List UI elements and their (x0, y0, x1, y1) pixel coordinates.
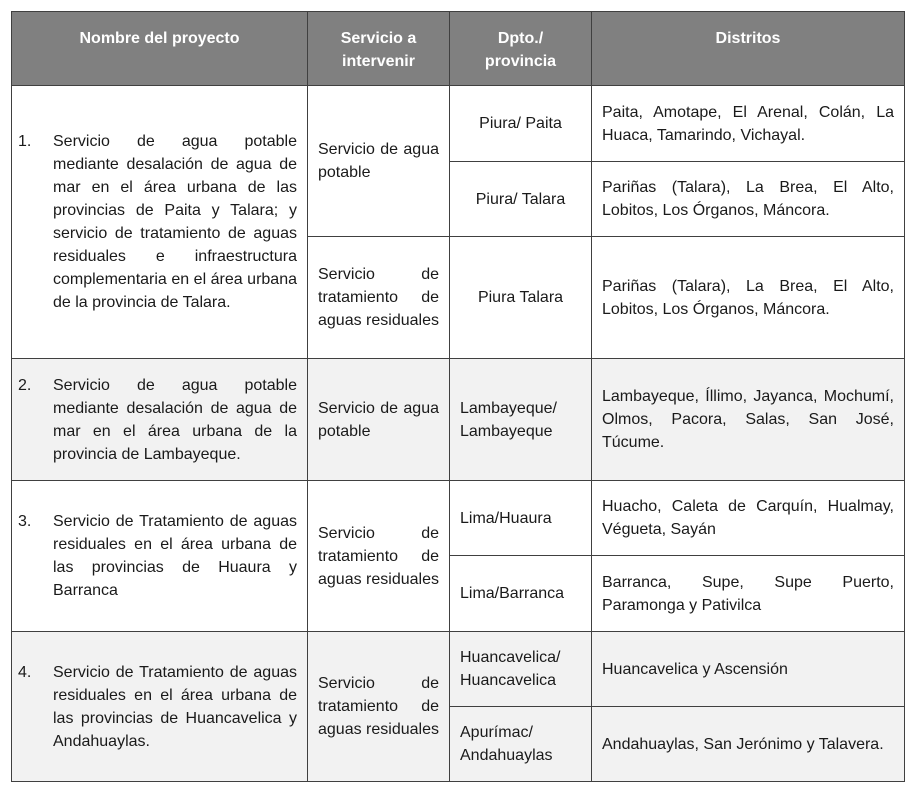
header-service-line2: intervenir (342, 53, 415, 70)
header-service-line1: Servicio a (340, 30, 417, 47)
projects-table (11, 11, 905, 782)
project-name: Servicio de agua potable mediante desalación de agua de mar en el área urbana de las provincias de Paita y Talara; y servicio de tratamiento de aguas residuales e infraestructura complementaria en el área urbana de la provincia de Talara. (53, 133, 297, 311)
service-cell: Servicio de tratamiento de aguas residuales (308, 481, 450, 632)
table-row (12, 86, 905, 162)
project-cell (12, 359, 308, 481)
dpto-cell (450, 632, 592, 707)
project-number: 4. (18, 663, 32, 681)
districts-cell: Huacho, Caleta de Carquín, Hualmay, Végueta, Sayán (592, 481, 905, 556)
dpto-cell: Piura/ Paita (450, 86, 592, 162)
header-dpto-line1: Dpto./ (497, 30, 544, 47)
table-header-row (12, 12, 905, 86)
dpto-cell: Piura Talara (450, 237, 592, 359)
project-number: 1. (18, 133, 32, 150)
districts-cell: Pariñas (Talara), La Brea, El Alto, Lobitos, Los Órganos, Máncora. (592, 237, 905, 359)
project-name: Servicio de agua potable mediante desalación de agua de mar en el área urbana de la provincia de Lambayeque. (53, 376, 297, 463)
project-cell (12, 632, 308, 782)
service-cell: Servicio de agua potable (308, 359, 450, 481)
header-districts: Distritos (592, 12, 905, 86)
project-name: Servicio de Tratamiento de aguas residuales en el área urbana de las provincias de Huancavelica y Andahuaylas. (53, 663, 297, 750)
project-number: 3. (18, 513, 32, 530)
districts-cell: Andahuaylas, San Jerónimo y Talavera. (592, 707, 905, 782)
dpto-line1: Apurímac/ (460, 724, 533, 741)
districts-cell: Lambayeque, Íllimo, Jayanca, Mochumí, Olmos, Pacora, Salas, San José, Túcume. (592, 359, 905, 481)
project-name: Servicio de Tratamiento de aguas residuales en el área urbana de las provincias de Huaura y Barranca (53, 513, 297, 599)
service-cell: Servicio de tratamiento de aguas residuales (308, 237, 450, 359)
service-cell: Servicio de tratamiento de aguas residuales (308, 632, 450, 782)
districts-cell: Huancavelica y Ascensión (592, 632, 905, 707)
districts-cell: Barranca, Supe, Supe Puerto, Paramonga y Pativilca (592, 556, 905, 632)
header-service (308, 12, 450, 86)
dpto-line2: Andahuaylas (460, 747, 553, 764)
project-cell (12, 86, 308, 359)
service-cell: Servicio de agua potable (308, 86, 450, 237)
dpto-cell (450, 359, 592, 481)
table-row (12, 632, 905, 707)
dpto-line2: Lambayeque (460, 422, 553, 440)
dpto-line1: Huancavelica/ (460, 649, 561, 666)
dpto-line1: Lambayeque/ (460, 399, 557, 417)
districts-cell: Paita, Amotape, El Arenal, Colán, La Huaca, Tamarindo, Vichayal. (592, 86, 905, 162)
districts-cell: Pariñas (Talara), La Brea, El Alto, Lobitos, Los Órganos, Máncora. (592, 162, 905, 237)
dpto-cell: Lima/Huaura (450, 481, 592, 556)
table-row (12, 481, 905, 556)
header-dpto-line2: provincia (484, 53, 557, 70)
dpto-cell (450, 707, 592, 782)
header-project-name: Nombre del proyecto (12, 12, 308, 86)
table-row (12, 359, 905, 481)
header-dpto (450, 12, 592, 86)
dpto-line2: Huancavelica (460, 672, 557, 689)
project-cell (12, 481, 308, 632)
project-number: 2. (18, 376, 32, 394)
dpto-cell: Lima/Barranca (450, 556, 592, 632)
dpto-cell: Piura/ Talara (450, 162, 592, 237)
